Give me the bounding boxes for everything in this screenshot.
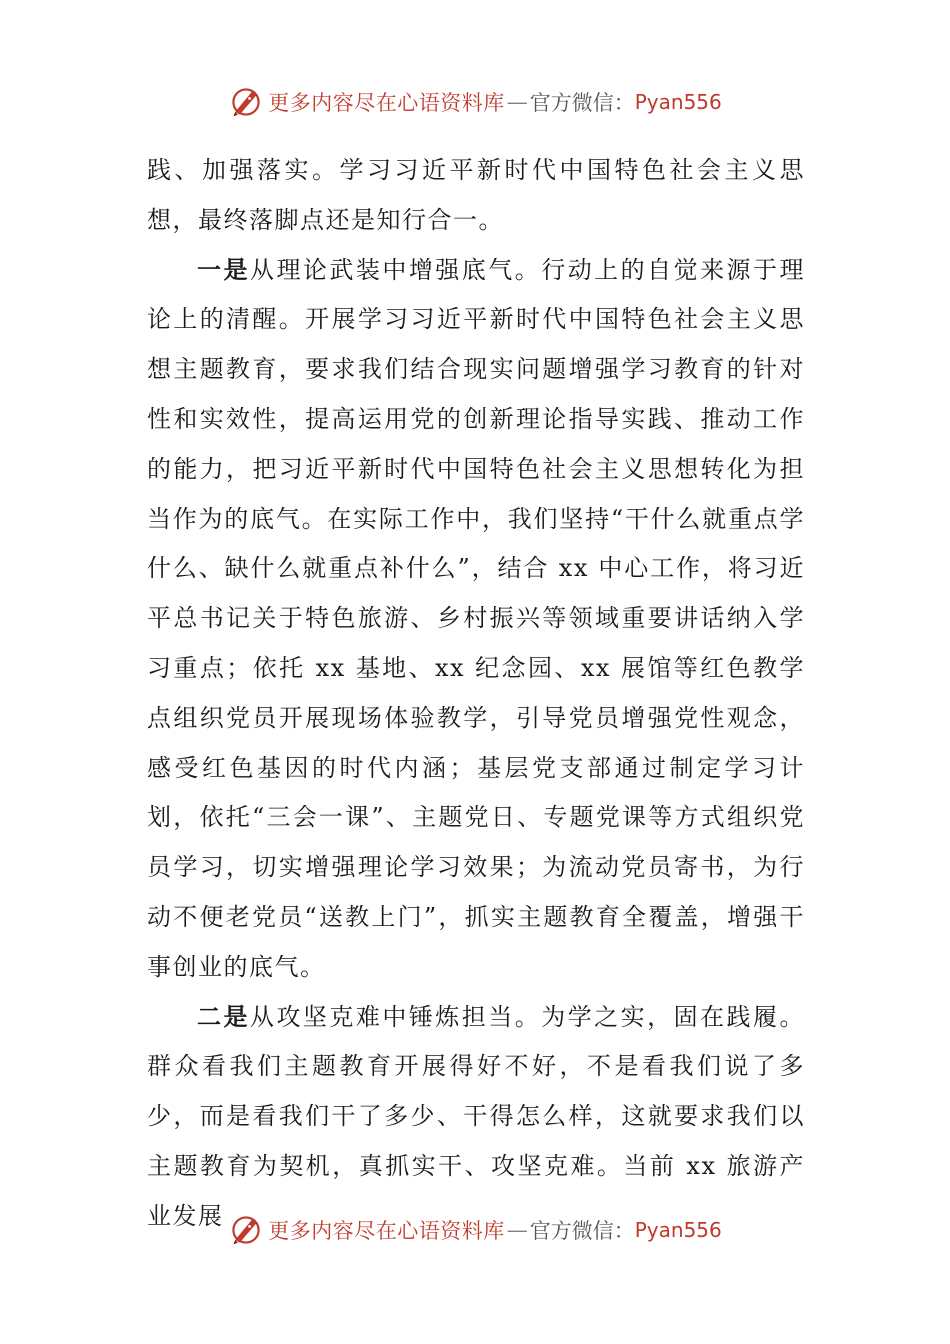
banner-separator: — (506, 90, 528, 114)
banner-main-text: 更多内容尽在心语资料库 (268, 91, 505, 115)
banner-wechat-id: Pyan556 (634, 1218, 722, 1242)
banner-separator: — (506, 1218, 528, 1242)
paragraph-text: 践、加强落实。学习习近平新时代中国特色社会主义思想，最终落脚点还是知行合一。 (147, 156, 805, 234)
banner-wechat-label: 官方微信： (529, 1219, 635, 1243)
footer-watermark-banner (0, 1210, 950, 1250)
header-watermark-banner (0, 82, 950, 122)
document-body (147, 146, 805, 1242)
paragraph-point-two (147, 993, 805, 1242)
pen-nib-logo-icon (228, 1212, 264, 1248)
paragraph-continuation (147, 146, 805, 246)
banner-wechat-label: 官方微信： (529, 91, 635, 115)
paragraph-text: 从攻坚克难中锤炼担当。为学之实，固在践履。群众看我们主题教育开展得好不好，不是看我们说了多少，而是看我们干了多少、干得怎么样，这就要求我们以主题教育为契机，真抓实干、攻坚克难。当前 xx 旅游产业发展 (147, 1002, 806, 1230)
paragraph-text: 从理论武装中增强底气。行动上的自觉来源于理论上的清醒。开展学习习近平新时代中国特色社会主义思想主题教育，要求我们结合现实问题增强学习教育的针对性和实效性，提高运用党的创新理论指导实践、推动工作的能力，把习近平新时代中国特色社会主义思想转化为担当作为的底气。在实际工作中，我们坚持“干什么就重点学什么、缺什么就重点补什么”，结合 xx 中心工作，将习近平总书记关于特色旅游、乡村振兴等领域重要讲话纳入学习重点；依托 xx 基地、xx 纪念园、xx 展馆等红色教学点组织党员开展现场体验教学，引导党员增强党性观念，感受红色基因的时代内涵；基层党支部通过制定学习计划，依托“三会一课”、主题党日、专题党课等方式组织党员学习，切实增强理论学习效果；为流动党员寄书，为行动不便老党员“送教上门”，抓实主题教育全覆盖，增强干事创业的底气。 (147, 255, 806, 981)
pen-nib-logo-icon (228, 84, 264, 120)
paragraph-point-one (147, 246, 805, 993)
banner-wechat-id: Pyan556 (634, 90, 722, 114)
banner-main-text: 更多内容尽在心语资料库 (268, 1219, 505, 1243)
paragraph-lead: 二是 (197, 1002, 250, 1031)
paragraph-lead: 一是 (197, 255, 250, 284)
